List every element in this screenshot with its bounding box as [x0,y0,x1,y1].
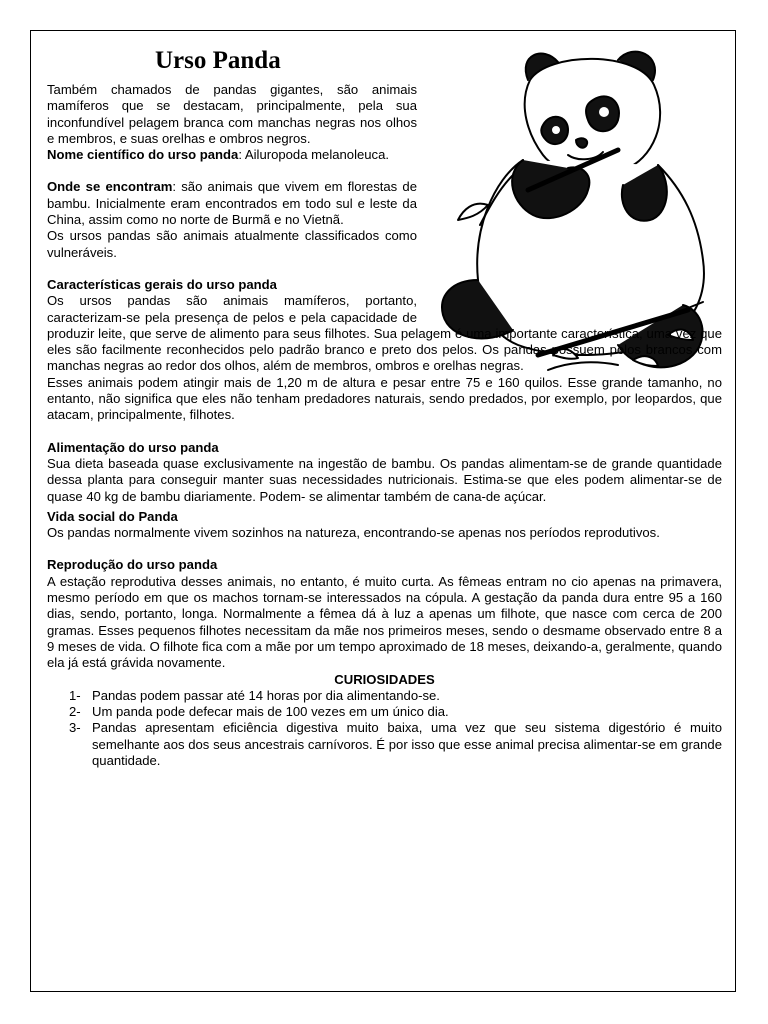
characteristics-paragraph-2: Esses animais podem atingir mais de 1,20 m de altura e pesar entre 75 e 160 quilos. Esse grande tamanho, no entanto, não significa que eles não tenham predadores naturais, sendo predados, por exemplo, por leopardos, que atacam, principalmente, filhotes. [47,374,722,423]
habitat-label: Onde se encontram [47,179,173,195]
illustration-wrap-spacer [417,277,722,317]
scientific-name-paragraph [47,147,417,163]
list-item-number: 3- [69,720,81,736]
curiosities-heading: CURIOSIDADES [334,671,435,687]
social-paragraph: Os pandas normalmente vivem sozinhos na natureza, encontrando-se apenas nos períodos reprodutivos. [47,525,660,541]
article [47,46,722,769]
list-item-text: Pandas apresentam eficiência digestiva muito baixa, uma vez que seu sistema digestório é muito semelhante aos dos seus ancestrais carnívoros. É por isso que esse animal precisa alimentar-se em grande quantidade. [92,720,722,768]
vulnerable-paragraph: Os ursos pandas são animais atualmente classificados como vulneráveis. [47,228,417,260]
social-heading: Vida social do Panda [47,508,178,524]
list-item [69,704,722,720]
curiosities-list [47,688,722,769]
characteristics-heading: Características gerais do urso panda [47,276,277,292]
page-title: Urso Panda [155,47,281,74]
list-item [69,688,722,704]
reproduction-paragraph: A estação reprodutiva desses animais, no entanto, é muito curta. As fêmeas entram no cio apenas na primavera, mesmo período em que os machos tornam-se interessados na cópula. A gestação da panda dura entre 95 a 160 dias, sendo, portanto, longa. Normalmente a fêmea dá à luz a apenas um filhote, que nasce com cerca de 200 gramas. Esses pequenos filhotes necessitam da mãe nos primeiros meses, sendo o desmame observado entre 8 a 9 meses de vida. O filhote fica com a mãe por um tempo aproximado de 18 meses, deixando-a, geralmente, quando ela já está grávida novamente. [47,573,722,671]
food-paragraph: Sua dieta baseada quase exclusivamente na ingestão de bambu. Os pandas alimentam-se de grande quantidade dessa planta para conseguir manter suas necessidades nutricionais. Estima-se que eles podem alimentar-se de quase 40 kg de bambu diariamente. Podem- se alimentar também de cana-de açúcar. [47,455,722,504]
list-item [69,720,722,769]
scientific-name-value: : Ailuropoda melanoleuca. [238,147,390,163]
scientific-name-label: Nome científico do urso panda [47,147,239,163]
food-heading: Alimentação do urso panda [47,439,219,455]
list-item-number: 1- [69,687,81,703]
reproduction-heading: Reprodução do urso panda [47,557,218,573]
habitat-paragraph [47,179,417,228]
list-item-number: 2- [69,704,81,720]
list-item-text: Um panda pode defecar mais de 100 vezes em um único dia. [92,704,449,720]
habitat-text: : são animais que vivem em florestas de bambu. Inicialmente eram encontrados em todo sul e leste da China, assim como no norte de Burmã e no Vietnã. [47,179,417,228]
list-item-text: Pandas podem passar até 14 horas por dia alimentando-se. [92,687,440,703]
intro-paragraph: Também chamados de pandas gigantes, são animais mamíferos que se destacam, principalmente, pela sua inconfundível pelagem branca com manchas negras nos olhos e membros, e suas orelhas e ombros negros. [47,82,417,146]
characteristics-paragraph-1: Os ursos pandas são animais mamíferos, portanto, caracterizam-se pela presença de pelos e pela capacidade de produzir leite, que serve de alimento para seus filhotes. Sua pelagem é uma importante característica, uma vez que eles são facilmente reconhecidos pelo padrão branco e preto dos pelos. Os pandas possuem pelos brancos com manchas negras ao redor dos olhos, além de membros, ombros e orelhas negras. [47,293,722,374]
